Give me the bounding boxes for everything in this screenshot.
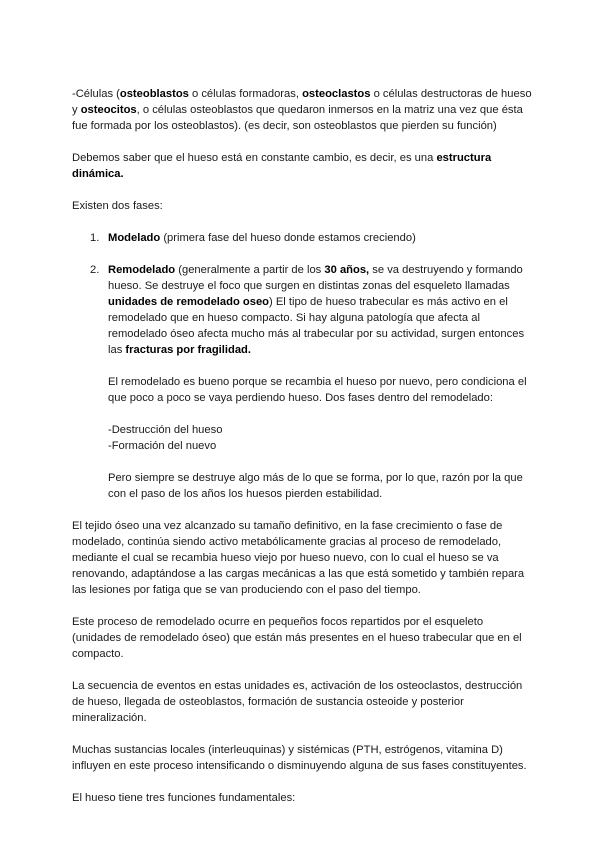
bold-term: Remodelado — [108, 264, 176, 276]
remodelado-benefit-paragraph: El remodelado es bueno porque se recambia el hueso por nuevo, pero condiciona el que poco a poco se vaya perdiendo hueso. Dos fases dentro del remodelado: — [108, 376, 527, 404]
remodel-foci-paragraph: Este proceso de remodelado ocurre en pequeños focos repartidos por el esqueleto (unidades de remodelado óseo) que están más presentes en el hueso trabecular que en el compacto. — [72, 616, 522, 660]
list-number: 2. — [90, 264, 100, 276]
phases-intro: Existen dos fases: — [72, 200, 163, 212]
bold-term: osteoclastos — [302, 88, 371, 100]
stability-loss-paragraph: Pero siempre se destruye algo más de lo que se forma, por lo que, razón por la que con el paso de los años los huesos pierden estabilidad. — [108, 472, 523, 500]
text-run: o células formadoras, — [188, 88, 303, 100]
dynamic-structure-paragraph — [72, 150, 534, 182]
bone-tissue-paragraph: El tejido óseo una vez alcanzado su tamaño definitivo, en la fase crecimiento o fase de modelado, continúa siendo activo metabólicamente gracias al proceso de remodelado, mediante el cual se recambia hueso viejo por hueso nuevo, con lo cual el hueso se va renovando, adaptándose a las cargas mecánicas a las que está sometido y también repara las lesiones por fatiga que se van produciendo con el paso del tiempo. — [72, 520, 525, 596]
bold-term: estructura dinámica. — [72, 152, 492, 180]
functions-heading: El hueso tiene tres funciones fundamentales: — [72, 792, 296, 804]
list-number: 1. — [90, 232, 100, 244]
cell-types-paragraph — [72, 86, 534, 134]
text-run: -Células ( — [72, 88, 120, 100]
text-run: (primera fase del hueso donde estamos creciendo) — [160, 232, 416, 244]
bold-term: osteocitos — [80, 104, 137, 116]
text-run: ) El tipo de hueso trabecular es más activo en el remodelado que en hueso compacto. Si hay alguna patología que afecta al remodelado óseo afecta mucho más al trabecular por su actividad, surgen entonces las — [108, 296, 525, 356]
bold-term: fracturas por fragilidad. — [125, 344, 251, 356]
bold-term: osteoblastos — [119, 88, 189, 100]
remodelado-phases-list — [108, 422, 534, 454]
text-run: , o células osteoblastos que quedaron inmersos en la matriz una vez que ésta fue formada por los osteoblastos). (es decir, son osteoblastos que pierden su función) — [72, 104, 523, 132]
bold-term: unidades de remodelado oseo — [108, 296, 270, 308]
bold-term: Modelado — [108, 232, 161, 244]
event-sequence-paragraph: La secuencia de eventos en estas unidades es, activación de los osteoclastos, destrucción de hueso, llegada de osteoblastos, formación de sustancia osteoide y posterior mineralización. — [72, 680, 523, 724]
list-item-modelado — [72, 230, 534, 246]
document-page — [72, 86, 534, 822]
text-run: Debemos saber que el hueso está en constante cambio, es decir, es una — [72, 152, 437, 164]
phase-formation: -Formación del nuevo — [108, 440, 217, 452]
substances-paragraph: Muchas sustancias locales (interleuquinas) y sistémicas (PTH, estrógenos, vitamina D) influyen en este proceso intensificando o disminuyendo alguna de sus fases constituyentes. — [72, 744, 527, 772]
text-run: o células destructoras de hueso y — [72, 88, 532, 116]
text-run: (generalmente a partir de los — [175, 264, 325, 276]
list-item-remodelado — [72, 262, 534, 358]
bold-term: 30 años, — [324, 264, 370, 276]
phase-destruction: -Destrucción del hueso — [108, 424, 223, 436]
text-run: se va destruyendo y formando hueso. Se destruye el foco que surgen en distintas zonas del esqueleto llamadas — [108, 264, 523, 292]
